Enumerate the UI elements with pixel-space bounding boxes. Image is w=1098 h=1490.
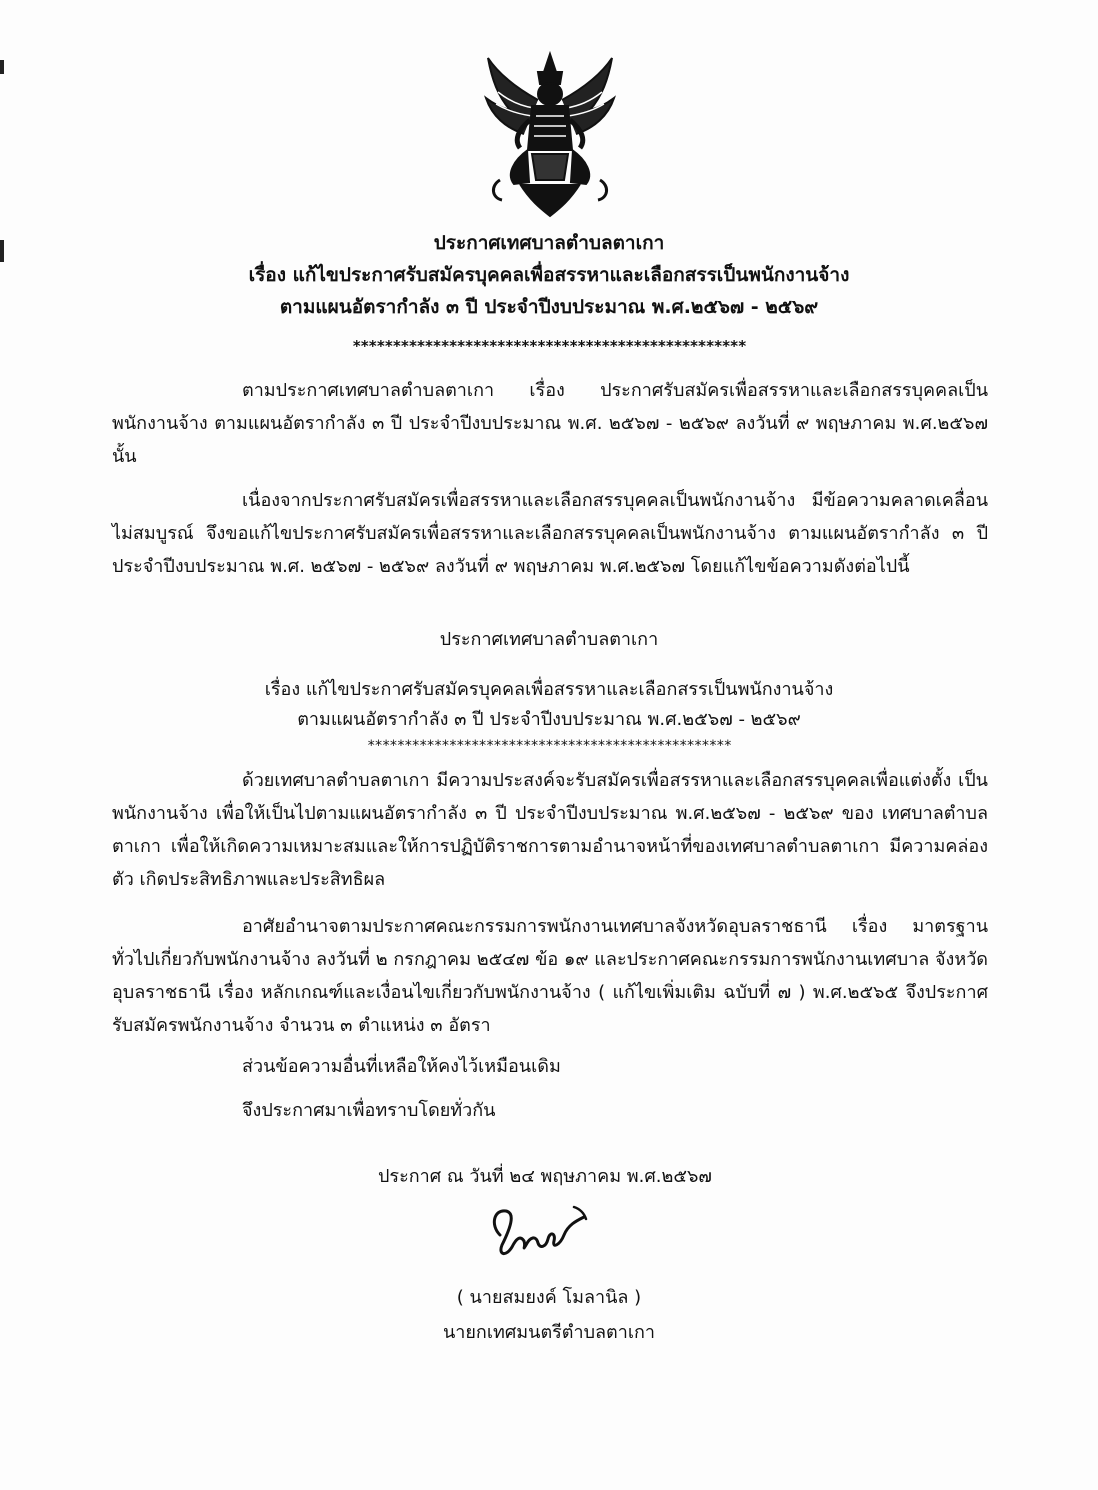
scan-artifact [0, 60, 4, 74]
handwritten-signature [480, 1195, 600, 1265]
announce-date: ประกาศ ณ วันที่ ๒๔ พฤษภาคม พ.ศ.๒๕๖๗ [378, 1166, 712, 1187]
garuda-emblem-icon [480, 50, 620, 220]
remain-text: ส่วนข้อความอื่นที่เหลือให้คงไว้เหมือนเดิม [242, 1056, 561, 1077]
amended-subject: เรื่อง แก้ไขประกาศรับสมัครบุคคลเพื่อสรรหาและเลือกสรรเป็นพนักงานจ้าง [264, 679, 834, 700]
page-title: ประกาศเทศบาลตำบลตาเกา [433, 232, 665, 254]
paragraph-reason: เนื่องจากประกาศรับสมัครเพื่อสรรหาและเลือกสรรบุคคลเป็นพนักงานจ้าง มีข้อความคลาดเคลื่อน ไม่สมบูรณ์ จึงขอแก้ไขประกาศรับสมัครเพื่อสรรหาและเลือกสรรบุคคลเป็นพนักงานจ้าง ตามแผนอัตรากำลัง ๓ ปี ประจำปีงบประมาณ พ.ศ. ๒๕๖๗ - ๒๕๖๙ ลงวันที่ ๙ พฤษภาคม พ.ศ.๒๕๖๗ โดยแก้ไขข้อความดังต่อไปนี้ [112, 490, 988, 577]
amended-divider: ************************************************* [366, 738, 731, 754]
paragraph-authority: อาศัยอำนาจตามประกาศคณะกรรมการพนักงานเทศบาลจังหวัดอุบลราชธานี เรื่อง มาตรฐาน ทั่วไปเกี่ยวกับพนักงานจ้าง ลงวันที่ ๒ กรกฎาคม ๒๕๔๗ ข้อ ๑๙ และประกาศคณะกรรมการพนักงานเทศบาล จังหวัดอุบลราชธานี เรื่อง หลักเกณฑ์และเงื่อนไขเกี่ยวกับพนักงานจ้าง ( แก้ไขเพิ่มเติม ฉบับที่ ๗ ) พ.ศ.๒๕๖๕ จึงประกาศรับสมัครพนักงานจ้าง จำนวน ๓ ตำแหน่ง ๓ อัตรา [112, 916, 988, 1036]
announce-text: จึงประกาศมาเพื่อทราบโดยทั่วกัน [242, 1100, 496, 1121]
signer-title: นายกเทศมนตรีตำบลตาเกา [442, 1322, 656, 1343]
page-subject: เรื่อง แก้ไขประกาศรับสมัครบุคคลเพื่อสรรหาและเลือกสรรเป็นพนักงานจ้าง [248, 264, 850, 286]
amended-title: ประกาศเทศบาลตำบลตาเกา [439, 629, 659, 650]
header-divider: ************************************************* [352, 337, 746, 355]
page-plan: ตามแผนอัตรากำลัง ๓ ปี ประจำปีงบประมาณ พ.ศ.๒๕๖๗ - ๒๕๖๙ [279, 296, 819, 318]
signer-name: ( นายสมยงค์ โมลานิล ) [456, 1287, 642, 1308]
paragraph-purpose: ด้วยเทศบาลตำบลตาเกา มีความประสงค์จะรับสมัครเพื่อสรรหาและเลือกสรรบุคคลเพื่อแต่งตั้ง เป็นพนักงานจ้าง เพื่อให้เป็นไปตามแผนอัตรากำลัง ๓ ปี ประจำปีงบประมาณ พ.ศ.๒๕๖๗ - ๒๕๖๙ ของ เทศบาลตำบลตาเกา เพื่อให้เกิดความเหมาะสมและให้การปฏิบัติราชการตามอำนาจหน้าที่ของเทศบาลตำบลตาเกา มีความคล่องตัว เกิดประสิทธิภาพและประสิทธิผล [112, 770, 988, 890]
amended-plan: ตามแผนอัตรากำลัง ๓ ปี ประจำปีงบประมาณ พ.ศ.๒๕๖๗ - ๒๕๖๙ [297, 709, 801, 730]
paragraph-reference: ตามประกาศเทศบาลตำบลตาเกา เรื่อง ประกาศรับสมัครเพื่อสรรหาและเลือกสรรบุคคลเป็นพนักงานจ้าง ตามแผนอัตรากำลัง ๓ ปี ประจำปีงบประมาณ พ.ศ. ๒๕๖๗ - ๒๕๖๙ ลงวันที่ ๙ พฤษภาคม พ.ศ.๒๕๖๗ นั้น [112, 380, 988, 467]
